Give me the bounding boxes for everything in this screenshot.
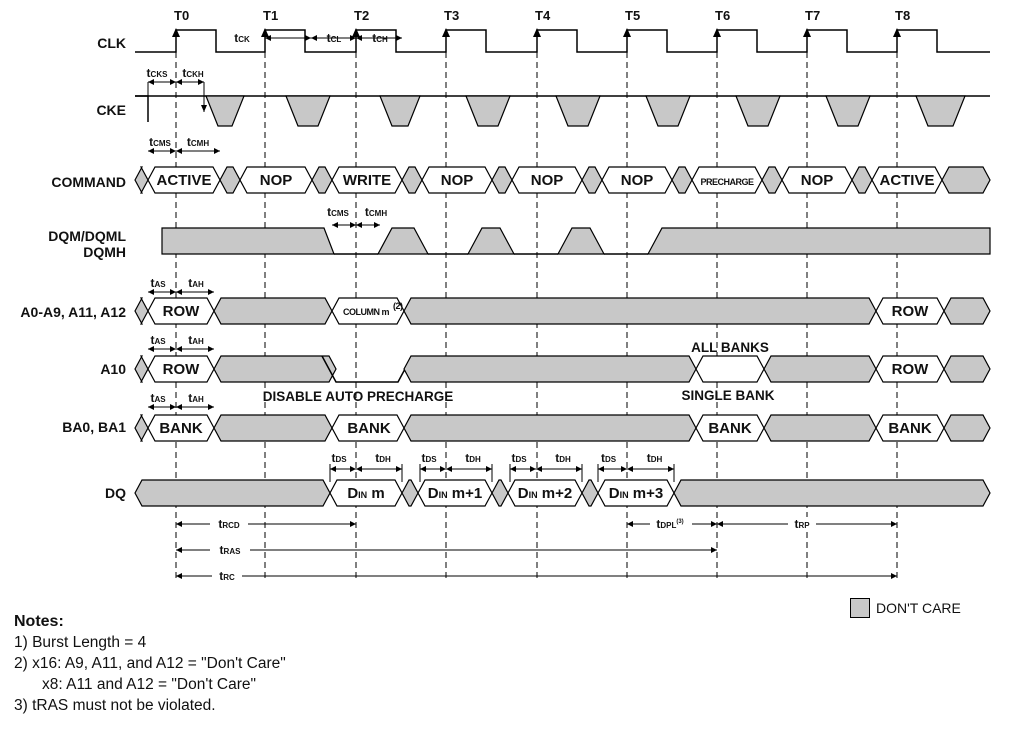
tcmh-dqm-arrow-head-r <box>374 222 380 228</box>
tds-label-0: tDS <box>331 451 347 465</box>
clock-label-T3: T3 <box>444 8 460 23</box>
command-seg-18 <box>942 167 990 193</box>
ba-cell-bank-0: BANK <box>159 420 203 437</box>
tdh-arrow-1-head-r <box>486 466 492 472</box>
command-seg-16 <box>852 167 872 193</box>
cke-edge-left <box>135 96 148 122</box>
tas-a10-label: tAS <box>150 333 166 347</box>
tds-arrow-1-head-r <box>440 466 446 472</box>
tck-arrow-head-r <box>305 35 311 41</box>
tcl-arrow-head-l <box>311 35 317 41</box>
dq-seg-8 <box>674 480 990 506</box>
note-3: 3) tRAS must not be violated. <box>14 697 216 714</box>
tah-ba-label: tAH <box>188 391 204 405</box>
tdh-arrow-2-head-r <box>576 466 582 472</box>
trcd-label: tRCD <box>218 517 240 531</box>
command-seg-2 <box>220 167 240 193</box>
tcks-arrow-head-r <box>170 79 176 85</box>
dq-cell-din-0: DIN m <box>347 485 385 502</box>
tcmh-cmd-arrow-head-l <box>176 148 182 154</box>
ba-seg-8 <box>944 415 990 441</box>
command-seg-8 <box>492 167 512 193</box>
tds-arrow-3-head-l <box>598 466 604 472</box>
tds-arrow-2-head-r <box>530 466 536 472</box>
dqm-dontcare-0 <box>162 228 334 254</box>
note-2b: x8: A11 and A12 = "Don't Care" <box>42 676 257 693</box>
tdh-arrow-3-head-l <box>627 466 633 472</box>
tds-label-1: tDS <box>421 451 437 465</box>
tdh-arrow-0-head-r <box>396 466 402 472</box>
clock-label-T8: T8 <box>895 8 911 23</box>
tas-addr-arrow-head-r <box>170 289 176 295</box>
annotation-single-bank: SINGLE BANK <box>681 388 775 403</box>
dqm-pulse-1 <box>378 228 428 254</box>
tcmh-dqm-label: tCMH <box>364 205 388 219</box>
cke-dontcare-8 <box>916 96 965 126</box>
ba-seg-2 <box>214 415 332 441</box>
dq-seg-4 <box>492 480 508 506</box>
clock-label-T7: T7 <box>805 8 821 23</box>
addr-seg-2 <box>214 298 332 324</box>
ba-cell-bank-3: BANK <box>888 420 932 437</box>
tcms-dqm-label: tCMS <box>327 205 349 219</box>
cke-dontcare-3 <box>466 96 510 126</box>
clock-label-T6: T6 <box>715 8 731 23</box>
tdh-label-1: tDH <box>465 451 481 465</box>
tdh-arrow-0-head-l <box>356 466 362 472</box>
addr-cell-column: COLUMN m <box>343 307 389 317</box>
command-cell-nop: NOP <box>620 172 654 189</box>
command-seg-10 <box>582 167 602 193</box>
cke-dontcare-5 <box>646 96 690 126</box>
addr-seg-6 <box>944 298 990 324</box>
tah-ba-arrow-head-r <box>208 404 214 410</box>
addr-cell-row: ROW <box>162 303 200 320</box>
command-seg-6 <box>402 167 422 193</box>
a10-seg-2 <box>214 356 336 382</box>
notes <box>14 611 286 716</box>
addr-seg-4 <box>404 298 876 324</box>
tras-arrow-head-r <box>711 547 717 553</box>
command-cell-nop: NOP <box>530 172 564 189</box>
dq-seg-0 <box>135 480 330 506</box>
dq-cell-din-1: DIN m+1 <box>427 485 483 502</box>
note-1: 1) Burst Length = 4 <box>14 634 147 651</box>
annotation-disable-auto-precharge: DISABLE AUTO PRECHARGE <box>262 389 454 404</box>
dq-cell-din-3: DIN m+3 <box>608 485 664 502</box>
signal-label-dq: DQ <box>105 485 126 501</box>
tcmh-dqm-arrow-head-l <box>356 222 362 228</box>
tds-label-2: tDS <box>511 451 527 465</box>
legend <box>850 598 961 618</box>
tck-label: tCK <box>234 31 250 45</box>
note-2: 2) x16: A9, A11, and A12 = "Don't Care" <box>14 655 286 672</box>
tds-arrow-0-head-l <box>330 466 336 472</box>
addr-cell-column-note: (2) <box>393 301 403 311</box>
tds-arrow-0-head-r <box>350 466 356 472</box>
dqm-pulse-2 <box>468 228 514 254</box>
tah-ba-arrow-head-l <box>176 404 182 410</box>
tckh-arrow-head-l <box>176 79 182 85</box>
signal-label-command: COMMAND <box>51 174 126 190</box>
trc-arrow-head-l <box>176 573 182 579</box>
ba-seg-0 <box>135 415 148 441</box>
command-cell-write: WRITE <box>342 172 392 189</box>
legend-swatch <box>850 598 870 618</box>
tas-a10-arrow-head-r <box>170 346 176 352</box>
notes-title: Notes: <box>14 613 64 630</box>
tds-arrow-2-head-l <box>510 466 516 472</box>
ba-cell-bank-2: BANK <box>708 420 752 437</box>
tcms-cmd-label: tCMS <box>149 135 171 149</box>
cke-dontcare-7 <box>826 96 870 126</box>
signal-label-cke: CKE <box>96 102 126 118</box>
tah-addr-arrow-head-l <box>176 289 182 295</box>
addr-cell-row-2: ROW <box>891 303 929 320</box>
a10b-seg-4 <box>944 356 990 382</box>
signal-label-ba: BA0, BA1 <box>62 419 126 435</box>
tdh-label-3: tDH <box>646 451 663 465</box>
tdh-label-2: tDH <box>555 451 571 465</box>
tckh-arrow-head-r <box>198 79 204 85</box>
ba-cell-bank-1: BANK <box>347 420 391 437</box>
clock-label-T5: T5 <box>625 8 641 23</box>
command-cell-precharge: PRECHARGE <box>700 177 754 187</box>
tdpl-arrow-head-r <box>711 521 717 527</box>
tch-arrow-head-r <box>396 35 402 41</box>
trp-arrow-head-l <box>717 521 723 527</box>
dq-seg-2 <box>402 480 418 506</box>
tah-a10-arrow-head-r <box>208 346 214 352</box>
tds-arrow-1-head-l <box>420 466 426 472</box>
tah-addr-arrow-head-r <box>208 289 214 295</box>
tcl-label: tCL <box>326 31 342 45</box>
cke-dontcare-6 <box>736 96 780 126</box>
signal-label-dqm: DQM/DQML <box>48 228 126 244</box>
cke-dontcare-1 <box>286 96 330 126</box>
tras-arrow-head-l <box>176 547 182 553</box>
tckh-marker-head <box>201 105 207 112</box>
addr-seg-0 <box>135 298 148 324</box>
tcks-label: tCKS <box>146 66 168 80</box>
tds-label-3: tDS <box>600 451 617 465</box>
signal-label-a10: A10 <box>100 361 126 377</box>
tdh-arrow-1-head-l <box>446 466 452 472</box>
tah-a10-label: tAH <box>188 333 204 347</box>
cke-dontcare-0 <box>206 96 244 126</box>
tcms-dqm-arrow-head-l <box>332 222 338 228</box>
ba-seg-4 <box>404 415 696 441</box>
tas-ba-label: tAS <box>150 391 166 405</box>
tas-addr-label: tAS <box>150 276 166 290</box>
tdpl-arrow-head-l <box>627 521 633 527</box>
a10-gap <box>336 356 400 382</box>
tcmh-cmd-arrow-head-r <box>214 148 220 154</box>
a10-cell-row: ROW <box>162 361 200 378</box>
tah-a10-arrow-head-l <box>176 346 182 352</box>
a10b-seg-1 <box>696 356 764 382</box>
dqm-pulse-3 <box>558 228 604 254</box>
trc-label: tRC <box>219 569 235 583</box>
clock-label-T2: T2 <box>354 8 370 23</box>
tckh-label: tCKH <box>182 66 204 80</box>
signal-label-dqmh: DQMH <box>83 244 126 260</box>
signal-label-addr: A0-A9, A11, A12 <box>20 304 126 320</box>
trp-label: tRP <box>794 517 810 531</box>
cke-dontcare-2 <box>380 96 420 126</box>
dq-seg-6 <box>582 480 598 506</box>
ba-seg-6 <box>764 415 876 441</box>
command-seg-4 <box>312 167 332 193</box>
trp-arrow-head-r <box>891 521 897 527</box>
cke-dontcare-4 <box>556 96 600 126</box>
command-seg-14 <box>762 167 782 193</box>
dq-cell-din-2: DIN m+2 <box>517 485 573 502</box>
a10b-seg-2 <box>764 356 876 382</box>
trc-arrow-head-r <box>891 573 897 579</box>
command-cell-nop: NOP <box>259 172 293 189</box>
trcd-arrow-head <box>176 521 182 527</box>
dqm-dontcare-4 <box>648 228 990 254</box>
command-cell-nop: NOP <box>800 172 834 189</box>
a10-seg-0 <box>135 356 148 382</box>
tas-ba-arrow-head-r <box>170 404 176 410</box>
tras-label: tRAS <box>219 543 241 557</box>
a10-cell-row-2: ROW <box>891 361 929 378</box>
command-cell-active: ACTIVE <box>879 172 935 189</box>
clock-label-T1: T1 <box>263 8 279 23</box>
clock-label-T0: T0 <box>174 8 190 23</box>
command-seg-0 <box>135 167 148 193</box>
legend-label: DON'T CARE <box>876 600 961 616</box>
tdh-arrow-3-head-r <box>668 466 674 472</box>
tcmh-cmd-label: tCMH <box>186 135 210 149</box>
command-cell-active: ACTIVE <box>156 172 212 189</box>
tcms-cmd-arrow-head-r <box>170 148 176 154</box>
tah-addr-label: tAH <box>188 276 204 290</box>
annotation-all-banks: ALL BANKS <box>691 340 769 355</box>
tch-label: tCH <box>372 31 388 45</box>
tcms-dqm-arrow-head-r <box>350 222 356 228</box>
signal-label-clk: CLK <box>97 35 126 51</box>
tds-arrow-3-head-r <box>621 466 627 472</box>
tdpl-label: tDPL$^{(3)}$ <box>656 517 684 531</box>
trcd-head-r <box>350 521 356 527</box>
command-cell-nop: NOP <box>440 172 474 189</box>
a10b-seg-0 <box>404 356 696 382</box>
command-seg-12 <box>672 167 692 193</box>
clock-label-T4: T4 <box>535 8 551 23</box>
tdh-label-0: tDH <box>375 451 391 465</box>
